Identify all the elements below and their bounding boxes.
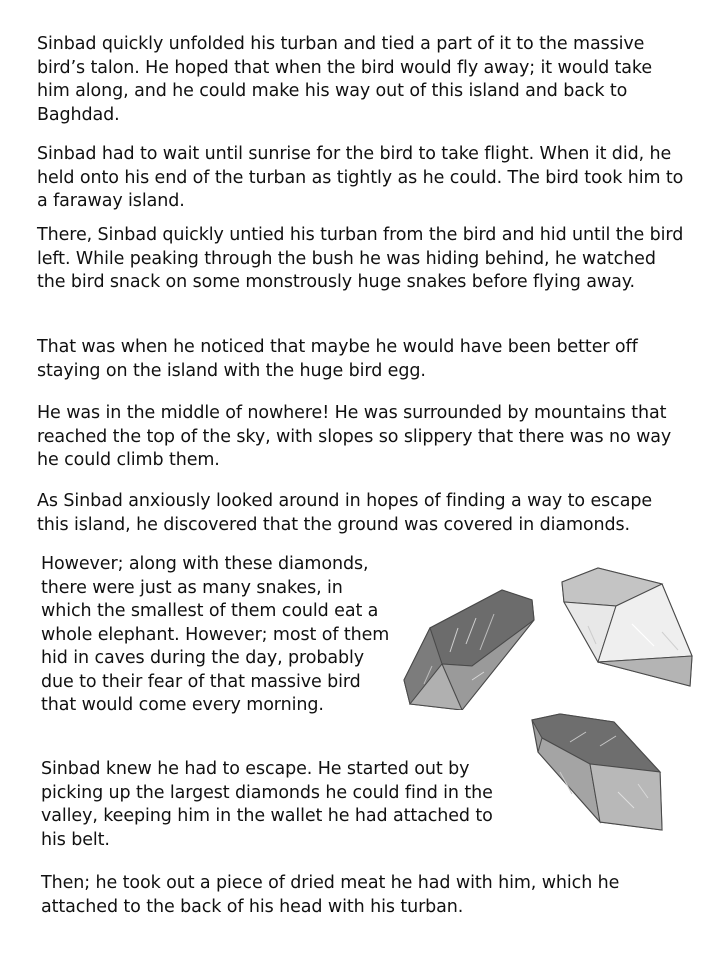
story-paragraph: Sinbad quickly unfolded his turban and tied a part of it to the massive bird’s talon. He hoped that when the bird would fly away; it would take him along, and he could make his way out of this island and back to Baghdad. — [37, 34, 653, 125]
story-paragraph: Sinbad knew he had to escape. He started out by picking up the largest diamonds he could find in the valley, keeping him in the wallet he had attached to his belt. — [41, 759, 493, 850]
story-paragraph: Sinbad had to wait until sunrise for the bird to take flight. When it did, he held onto his end of the turban as tightly as he could. The bird took him to a faraway island. — [37, 144, 684, 211]
story-paragraph: There, Sinbad quickly untied his turban from the bird and hid until the bird left. While peaking through the bush he was hiding behind, he watched the bird snack on some monstrously huge snakes before flying away. — [37, 225, 684, 292]
story-paragraph: However; along with these diamonds, there were just as many snakes, in which the smallest of them could eat a whole elephant. However; most of them hid in caves during the day, probably due to their fear of that massive bird that would come every morning. — [41, 554, 390, 715]
diamond-icon — [530, 712, 664, 834]
diamond-icon — [402, 588, 536, 710]
story-paragraph: He was in the middle of nowhere! He was surrounded by mountains that reached the top of the sky, with slopes so slippery that there was no way he could climb them. — [37, 403, 672, 470]
diamond-icon — [558, 566, 694, 690]
story-paragraph: As Sinbad anxiously looked around in hopes of finding a way to escape this island, he discovered that the ground was covered in diamonds. — [37, 491, 652, 535]
story-paragraph: Then; he took out a piece of dried meat he had with him, which he attached to the back of his head with his turban. — [41, 873, 620, 917]
story-paragraph: That was when he noticed that maybe he would have been better off staying on the island with the huge bird egg. — [37, 337, 638, 381]
